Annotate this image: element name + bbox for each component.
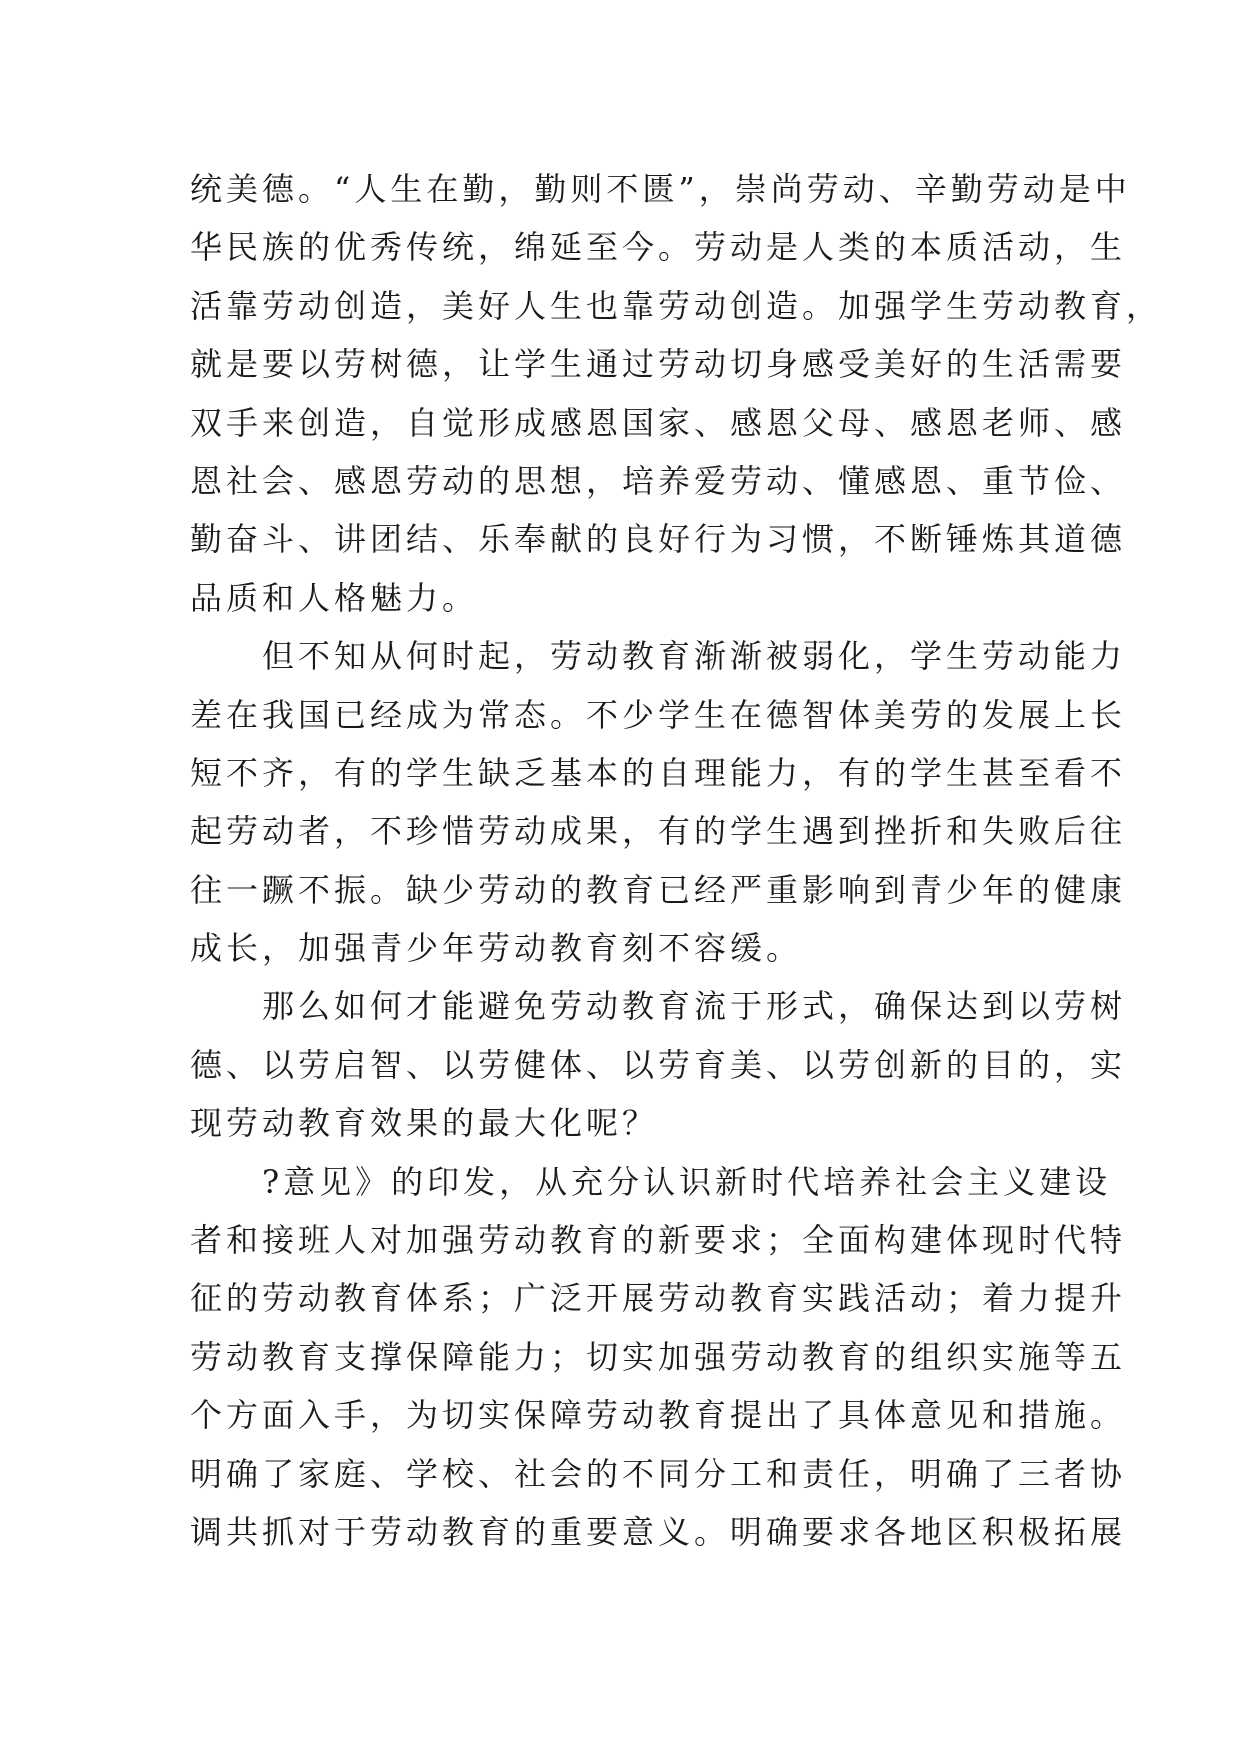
text-line: 恩社会、感恩劳动的思想，培养爱劳动、懂感恩、重节俭、 [190, 461, 1127, 500]
text-line: 但不知从何时起，劳动教育渐渐被弱化，学生劳动能力 [190, 637, 1127, 676]
text-line: 劳动教育支撑保障能力；切实加强劳动教育的组织实施等五 [190, 1337, 1127, 1376]
text-line: 差在我国已经成为常态。不少学生在德智体美劳的发展上长 [190, 695, 1127, 734]
text-line: 德、以劳启智、以劳健体、以劳育美、以劳创新的目的，实 [190, 1045, 1127, 1084]
text-line: 现劳动教育效果的最大化呢？ [190, 1104, 659, 1143]
text-line: 者和接班人对加强劳动教育的新要求；全面构建体现时代特 [190, 1221, 1127, 1260]
text-line: 往一蹶不振。缺少劳动的教育已经严重影响到青少年的健康 [190, 870, 1127, 909]
text-line: ?意见》的印发，从充分认识新时代培养社会主义建设 [190, 1162, 1112, 1201]
paragraph-2 [190, 627, 1127, 977]
text-line: 勤奋斗、讲团结、乐奉献的良好行为习惯，不断锤炼其道德 [190, 520, 1127, 559]
text-line: 征的劳动教育体系；广泛开展劳动教育实践活动；着力提升 [190, 1279, 1127, 1318]
paragraph-1 [190, 160, 1163, 627]
body-text [190, 160, 1163, 1561]
paragraph-3 [190, 977, 1127, 1152]
text-line: 品质和人格魅力。 [190, 578, 479, 617]
text-line: 就是要以劳树德，让学生通过劳动切身感受美好的生活需要 [190, 345, 1127, 384]
text-line: 调共抓对于劳动教育的重要意义。明确要求各地区积极拓展 [190, 1512, 1127, 1551]
text-line: 活靠劳动创造，美好人生也靠劳动创造。加强学生劳动教育， [190, 286, 1163, 325]
text-line: 短不齐，有的学生缺乏基本的自理能力，有的学生甚至看不 [190, 753, 1127, 792]
paragraph-4 [190, 1153, 1127, 1562]
text-line: 明确了家庭、学校、社会的不同分工和责任，明确了三者协 [190, 1454, 1127, 1493]
text-line: 统美德。“人生在勤，勤则不匮”，崇尚劳动、辛勤劳动是中 [190, 170, 1131, 208]
text-line: 双手来创造，自觉形成感恩国家、感恩父母、感恩老师、感 [190, 403, 1127, 442]
text-line: 华民族的优秀传统，绵延至今。劳动是人类的本质活动，生 [190, 228, 1127, 267]
text-line: 起劳动者，不珍惜劳动成果，有的学生遇到挫折和失败后往 [190, 812, 1127, 851]
text-line: 那么如何才能避免劳动教育流于形式，确保达到以劳树 [190, 987, 1127, 1026]
text-line: 成长，加强青少年劳动教育刻不容缓。 [190, 929, 803, 968]
text-line: 个方面入手，为切实保障劳动教育提出了具体意见和措施。 [190, 1396, 1127, 1435]
